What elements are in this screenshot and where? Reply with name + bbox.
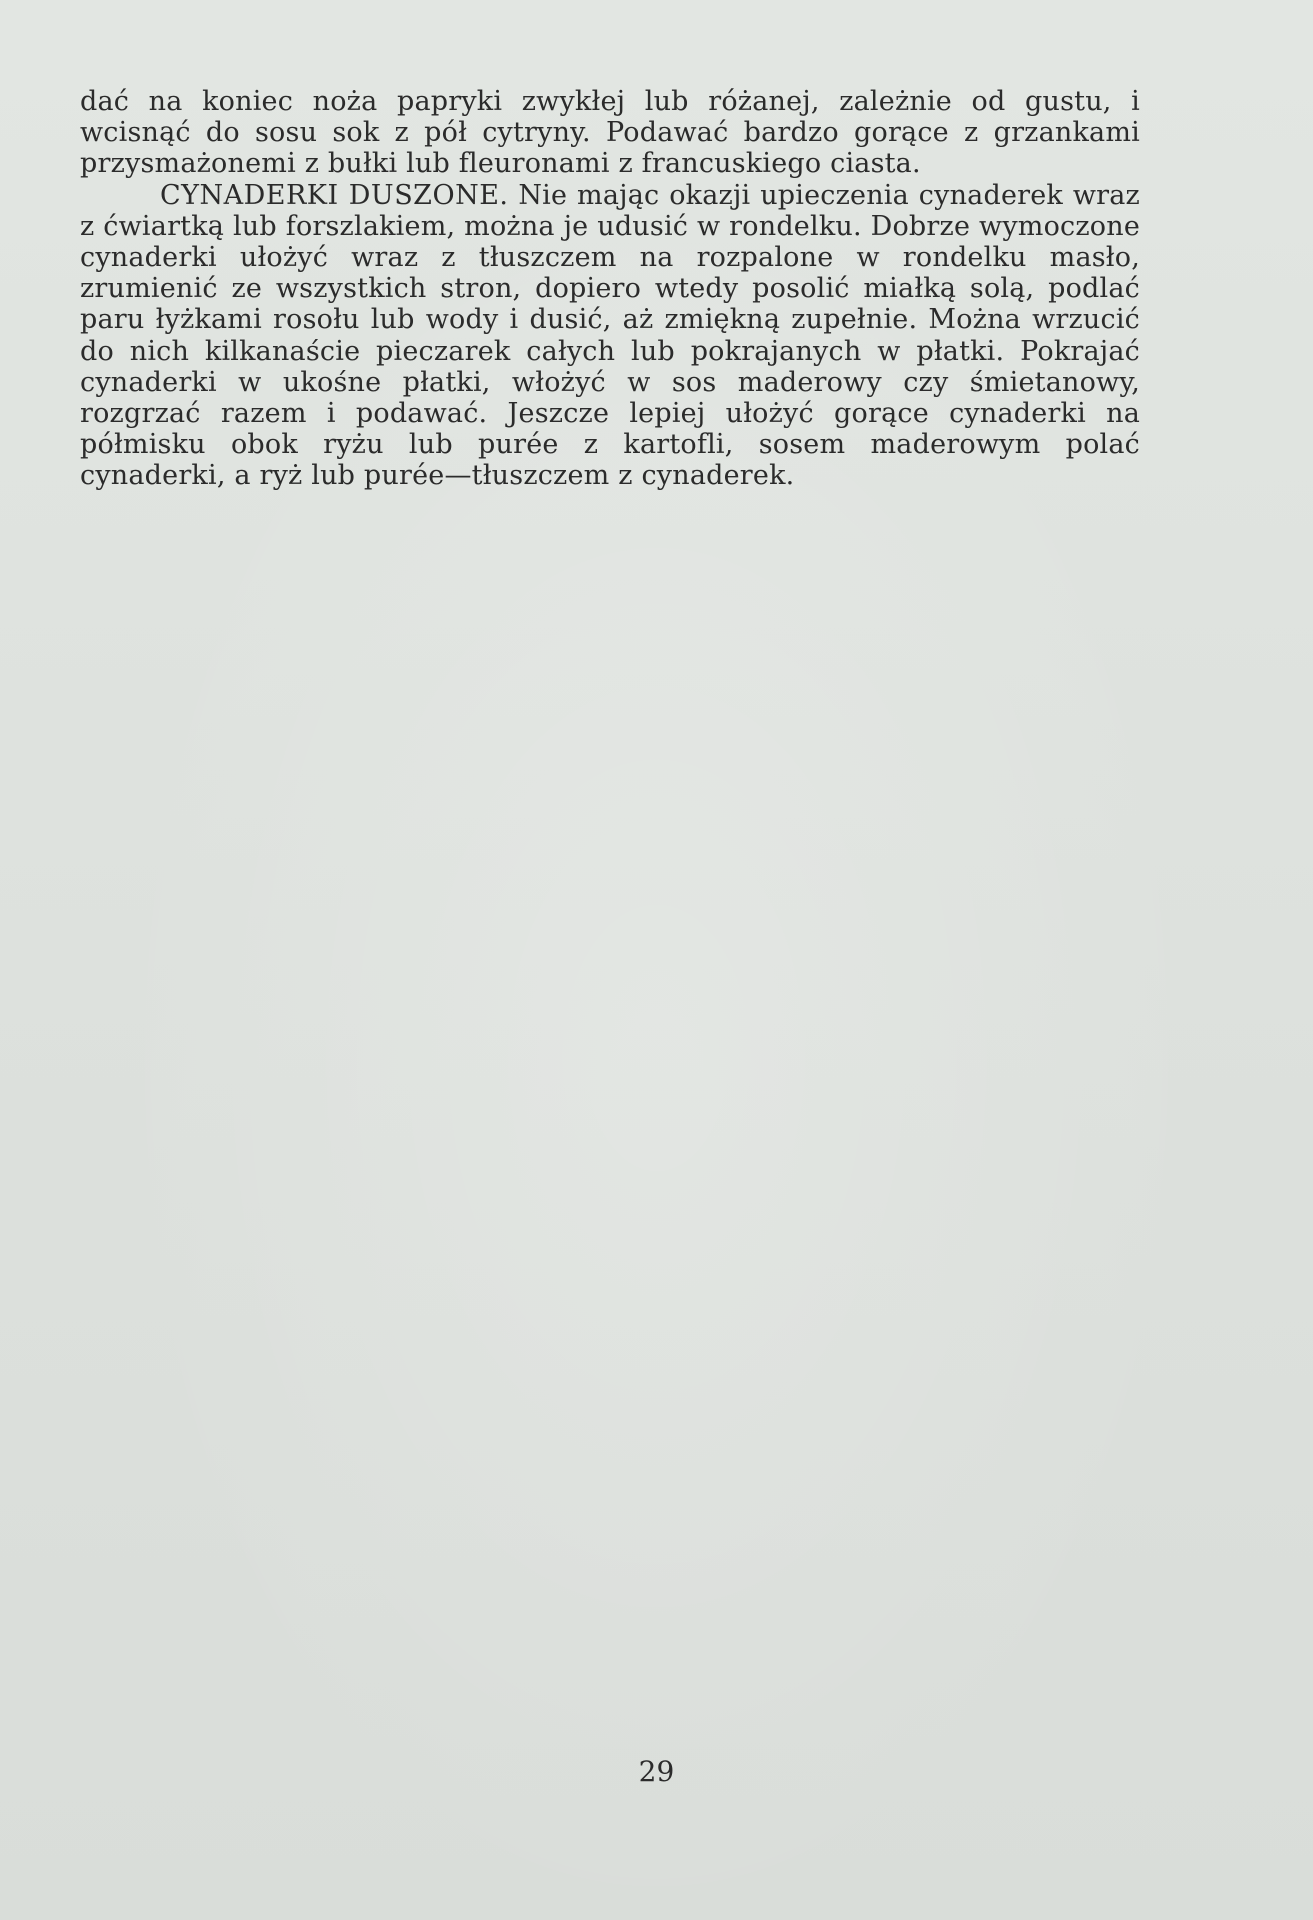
page-text [80,86,1140,492]
section-heading: CYNADERKI DUSZONE. [160,179,509,211]
paragraph-cynaderki-duszone [80,180,1140,492]
page-number: 29 [638,1755,675,1788]
paragraph-continuation: dać na koniec noża papryki zwykłej lub różanej, zależnie od gustu, i wcisnąć do sosu sok z pół cytryny. Podawać bardzo gorące z grzankami przysmażonemi z bułki lub fleuronami z francuskiego ciasta. [80,86,1140,180]
paragraph-body: Nie mając okazji upieczenia cynaderek wraz z ćwiartką lub forszlakiem, można je udusić w rondelku. Dobrze wymoczone cynaderki ułożyć wraz z tłuszczem na rozpalone w rondelku masło, zrumienić ze wszystkich stron, dopiero wtedy posolić miałką solą, podlać paru łyżkami rosołu lub wody i dusić, aż zmiękną zupełnie. Można wrzucić do nich kilkanaście pieczarek całych lub pokrajanych w płatki. Pokrajać cynaderki w ukośne płatki, włożyć w sos maderowy czy śmietanowy, rozgrzać razem i podawać. Jeszcze lepiej ułożyć gorące cynaderki na półmisku obok ryżu lub purée z kartofli, sosem maderowym polać cynaderki, a ryż lub purée—tłuszczem z cynaderek. [80,179,1140,492]
